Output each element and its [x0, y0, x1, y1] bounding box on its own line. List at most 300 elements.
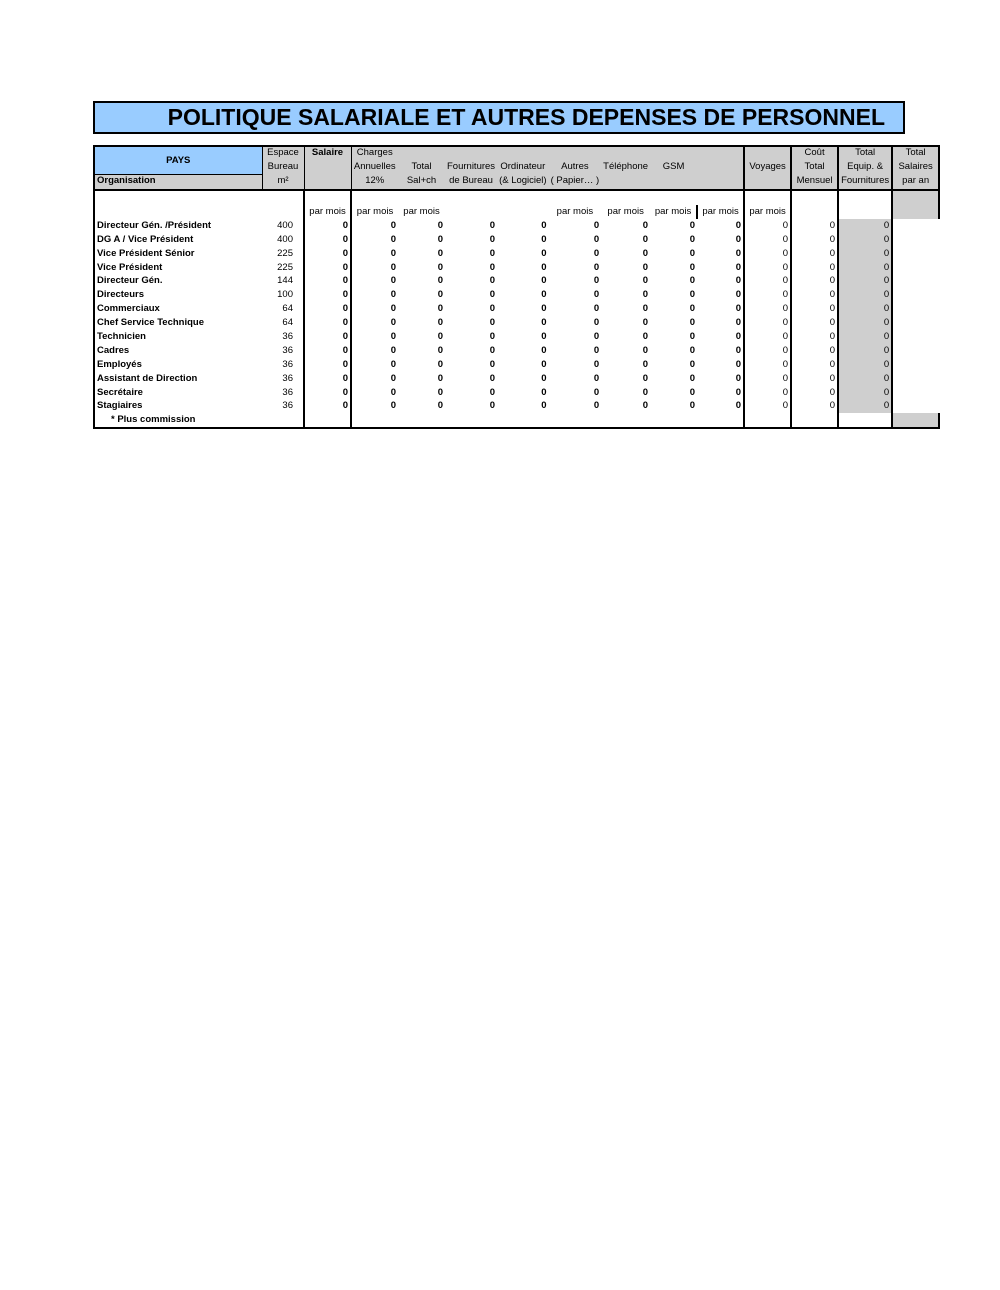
row-value: 0 — [541, 261, 547, 273]
row-value: 0 — [697, 288, 744, 302]
row-value: 0 — [838, 316, 892, 330]
header-blank — [697, 161, 744, 175]
row-value: 0 — [351, 316, 398, 330]
header-blank — [398, 146, 445, 161]
row-value: 0 — [744, 233, 791, 247]
unit-autres: par mois — [556, 206, 594, 217]
header-charges-2: Annuelles — [351, 161, 398, 175]
units-cell — [445, 205, 497, 219]
footnote-cell — [262, 413, 304, 428]
row-label: Stagiaires — [94, 400, 262, 414]
row-value: 0 — [744, 386, 791, 400]
page-title-text: POLITIQUE SALARIALE ET AUTRES DEPENSES DE PERSONNEL — [167, 104, 885, 130]
row-value: 0 — [744, 344, 791, 358]
units-cell — [838, 205, 892, 219]
spacer-cell — [549, 190, 602, 205]
header-espace-2: Bureau — [262, 161, 304, 175]
footnote-cell — [892, 413, 939, 428]
row-value: 0 — [838, 372, 892, 386]
row-label: Technicien — [94, 330, 262, 344]
header-blank — [549, 146, 602, 161]
row-espace: 144 — [277, 275, 293, 287]
row-value: 0 — [489, 261, 496, 273]
spacer-cell — [650, 190, 697, 205]
spacer-cell — [497, 190, 549, 205]
row-value: 0 — [541, 317, 547, 329]
header-blank — [697, 146, 744, 161]
row-value: 0 — [697, 302, 744, 316]
row-value: 0 — [838, 344, 892, 358]
row-value: 0 — [593, 317, 600, 329]
header-gsm: GSM — [650, 161, 697, 175]
header-total-2: Sal+ch — [398, 175, 445, 190]
header-charges-1: Charges — [351, 146, 398, 161]
header-cout-2: Total — [791, 161, 838, 175]
spacer-cell — [445, 190, 497, 205]
row-value: 0 — [437, 372, 443, 384]
row-value: 0 — [791, 330, 838, 344]
row-value: 0 — [791, 233, 838, 247]
row-value: 0 — [304, 247, 351, 261]
row-value: 0 — [791, 261, 838, 275]
row-label: Assistant de Direction — [94, 372, 262, 386]
row-value: 0 — [304, 316, 351, 330]
header-autres-1: Autres — [549, 161, 602, 175]
row-value: 0 — [304, 288, 351, 302]
row-label: Chef Service Technique — [94, 316, 262, 330]
row-value: 0 — [351, 344, 398, 358]
footnote-cell — [791, 413, 838, 428]
row-value: 0 — [437, 233, 443, 245]
row-value: 0 — [304, 219, 351, 233]
row-espace: 400 — [277, 219, 293, 231]
row-value: 0 — [541, 386, 547, 398]
row-value: 0 — [697, 386, 744, 400]
row-value: 0 — [838, 288, 892, 302]
spacer-cell — [791, 190, 838, 205]
row-value: 0 — [791, 386, 838, 400]
row-value: 0 — [697, 247, 744, 261]
row-value: 0 — [838, 233, 892, 247]
table-row — [94, 386, 939, 400]
units-cell — [892, 205, 939, 219]
row-espace: 36 — [282, 358, 293, 370]
row-value: 0 — [791, 275, 838, 289]
header-blank — [650, 146, 697, 161]
row-value: 0 — [489, 317, 496, 329]
row-value: 0 — [689, 233, 696, 245]
row-value: 0 — [642, 275, 649, 287]
footnote-cell — [601, 413, 650, 428]
spacer-cell — [744, 190, 791, 205]
row-value: 0 — [304, 344, 351, 358]
row-value: 0 — [838, 358, 892, 372]
row-value: 0 — [697, 219, 744, 233]
header-cout-1: Coût — [791, 146, 838, 161]
row-value: 0 — [744, 330, 791, 344]
units-cell — [497, 205, 549, 219]
row-value: 0 — [437, 275, 443, 287]
row-value: 0 — [838, 275, 892, 289]
row-value: 0 — [697, 275, 744, 289]
row-label: Directeurs — [94, 288, 262, 302]
footnote-cell — [497, 413, 549, 428]
row-espace: 36 — [282, 386, 293, 398]
row-value: 0 — [642, 219, 649, 231]
spacer-cell — [351, 190, 398, 205]
row-value: 0 — [489, 358, 496, 370]
row-value: 0 — [593, 233, 600, 245]
row-value: 0 — [838, 302, 892, 316]
row-value: 0 — [304, 400, 351, 414]
row-value: 0 — [744, 372, 791, 386]
spacer-cell — [262, 190, 304, 205]
spacer-cell — [601, 190, 650, 205]
row-value: 0 — [489, 275, 496, 287]
row-value: 0 — [838, 261, 892, 275]
row-value: 0 — [437, 303, 443, 315]
row-value: 0 — [489, 303, 496, 315]
row-value: 0 — [642, 233, 649, 245]
units-cell — [262, 205, 304, 219]
row-value: 0 — [593, 331, 600, 343]
header-salaires-2: Salaires — [892, 161, 939, 175]
row-value: 0 — [489, 372, 496, 384]
row-value: 0 — [437, 344, 443, 356]
row-value: 0 — [541, 372, 547, 384]
header-salaires-1: Total — [892, 146, 939, 161]
row-value: 0 — [689, 219, 696, 231]
row-value: 0 — [689, 358, 696, 370]
row-value: 0 — [304, 330, 351, 344]
row-espace: 36 — [282, 331, 293, 343]
row-value: 0 — [838, 219, 892, 233]
row-value: 0 — [489, 219, 496, 231]
row-value: 0 — [304, 386, 351, 400]
header-blank — [601, 146, 650, 161]
row-value: 0 — [642, 303, 649, 315]
row-label: Cadres — [94, 344, 262, 358]
row-espace: 64 — [282, 303, 293, 315]
header-espace-3: m² — [262, 175, 304, 190]
row-value: 0 — [304, 275, 351, 289]
unit-total: par mois — [403, 206, 440, 217]
row-value: 0 — [351, 302, 398, 316]
spacer-cell — [892, 190, 939, 205]
row-espace: 400 — [277, 233, 293, 245]
row-value: 0 — [791, 316, 838, 330]
row-label: Vice Président — [94, 261, 262, 275]
row-value: 0 — [489, 289, 496, 301]
footnote-cell — [445, 413, 497, 428]
row-value: 0 — [791, 358, 838, 372]
spacer-cell — [94, 190, 262, 205]
row-label: Employés — [94, 358, 262, 372]
footnote-cell — [838, 413, 892, 428]
footnote-cell — [697, 413, 744, 428]
row-value: 0 — [697, 316, 744, 330]
row-value: 0 — [541, 358, 547, 370]
row-value: 0 — [437, 331, 443, 343]
row-value: 0 — [541, 400, 547, 412]
row-value: 0 — [697, 344, 744, 358]
row-value: 0 — [697, 233, 744, 247]
header-salaire: Salaire — [304, 146, 351, 161]
row-value: 0 — [593, 303, 600, 315]
table-row — [94, 261, 939, 275]
row-value: 0 — [489, 400, 496, 412]
row-value: 0 — [437, 261, 443, 273]
footnote-cell — [549, 413, 602, 428]
row-label: Vice Président Sénior — [94, 247, 262, 261]
row-espace: 36 — [282, 344, 293, 356]
row-value: 0 — [744, 275, 791, 289]
footnote-cell — [650, 413, 697, 428]
header-ordinateur-2: (& Logiciel) — [497, 175, 549, 190]
spacer-cell — [838, 190, 892, 205]
row-value: 0 — [593, 219, 600, 231]
row-value: 0 — [689, 247, 696, 259]
row-value: 0 — [593, 344, 600, 356]
row-value: 0 — [541, 331, 547, 343]
row-value: 0 — [541, 289, 547, 301]
row-value: 0 — [351, 275, 398, 289]
data-rows — [94, 219, 939, 413]
row-value: 0 — [351, 219, 398, 233]
row-value: 0 — [642, 344, 649, 356]
row-value: 0 — [541, 219, 547, 231]
row-label: Directeur Gén. — [94, 275, 262, 289]
row-value: 0 — [351, 358, 398, 372]
header-fournitures-1: Fournitures — [445, 161, 497, 175]
header-ordinateur-1: Ordinateur — [497, 161, 549, 175]
row-espace: 36 — [282, 400, 293, 412]
table-row — [94, 275, 939, 289]
row-value: 0 — [791, 247, 838, 261]
row-value: 0 — [838, 247, 892, 261]
row-value: 0 — [541, 344, 547, 356]
row-value: 0 — [689, 331, 696, 343]
row-value: 0 — [304, 302, 351, 316]
header-blank — [497, 146, 549, 161]
header-fournitures-2: de Bureau — [445, 175, 497, 190]
row-value: 0 — [642, 317, 649, 329]
row-value: 0 — [791, 219, 838, 233]
header-equip-3: Fournitures — [838, 175, 892, 190]
header-blank — [601, 175, 650, 190]
header-equip-1: Total — [838, 146, 892, 161]
row-value: 0 — [541, 275, 547, 287]
unit-cout: par mois — [744, 205, 791, 219]
row-value: 0 — [351, 233, 398, 247]
row-value: 0 — [744, 302, 791, 316]
row-value: 0 — [351, 386, 398, 400]
row-value: 0 — [689, 372, 696, 384]
row-value: 0 — [791, 344, 838, 358]
row-value: 0 — [304, 261, 351, 275]
row-label: Commerciaux — [94, 302, 262, 316]
row-value: 0 — [744, 358, 791, 372]
unit-salaire: par mois — [304, 205, 351, 219]
row-label: Directeur Gén. /Président — [94, 219, 262, 233]
row-value: 0 — [689, 303, 696, 315]
row-value: 0 — [351, 288, 398, 302]
row-value: 0 — [642, 261, 649, 273]
row-label: DG A / Vice Président — [94, 233, 262, 247]
row-value: 0 — [744, 400, 791, 414]
header-row-3 — [94, 175, 939, 190]
row-value: 0 — [489, 331, 496, 343]
table-row — [94, 288, 939, 302]
row-value: 0 — [489, 247, 496, 259]
row-value: 0 — [744, 219, 791, 233]
row-value: 0 — [697, 400, 744, 414]
header-salaires-3: par an — [892, 175, 939, 190]
row-value: 0 — [541, 247, 547, 259]
header-pays: PAYS — [94, 146, 262, 175]
row-value: 0 — [744, 316, 791, 330]
row-value: 0 — [437, 219, 443, 231]
units-cell — [791, 205, 838, 219]
row-espace: 225 — [277, 261, 293, 273]
row-value: 0 — [642, 358, 649, 370]
row-value: 0 — [351, 261, 398, 275]
header-row-1 — [94, 146, 939, 161]
row-value: 0 — [697, 261, 744, 275]
header-blank — [304, 161, 351, 175]
footnote-cell — [398, 413, 445, 428]
row-value: 0 — [642, 247, 649, 259]
footnote-cell — [744, 413, 791, 428]
footnote-cell — [304, 413, 351, 428]
row-label: Secrétaire — [94, 386, 262, 400]
row-value: 0 — [689, 289, 696, 301]
header-blank — [697, 175, 744, 190]
units-cell — [94, 205, 262, 219]
header-espace-1: Espace — [262, 146, 304, 161]
table-row — [94, 219, 939, 233]
row-value: 0 — [689, 317, 696, 329]
row-value: 0 — [791, 400, 838, 414]
row-value: 0 — [593, 400, 600, 412]
row-value: 0 — [593, 386, 600, 398]
table-row — [94, 316, 939, 330]
row-value: 0 — [489, 344, 496, 356]
page-title — [93, 101, 905, 134]
header-telephone: Téléphone — [601, 161, 650, 175]
row-value: 0 — [791, 372, 838, 386]
row-value: 0 — [541, 303, 547, 315]
header-equip-2: Equip. & — [838, 161, 892, 175]
header-voyages: Voyages — [744, 161, 791, 175]
table-row — [94, 358, 939, 372]
header-organisation: Organisation — [94, 175, 262, 190]
row-value: 0 — [304, 358, 351, 372]
row-value: 0 — [437, 400, 443, 412]
row-value: 0 — [351, 372, 398, 386]
row-value: 0 — [593, 358, 600, 370]
row-value: 0 — [697, 372, 744, 386]
row-value: 0 — [791, 288, 838, 302]
row-value: 0 — [541, 233, 547, 245]
row-value: 0 — [593, 275, 600, 287]
table-row — [94, 233, 939, 247]
row-value: 0 — [351, 400, 398, 414]
row-espace: 36 — [282, 372, 293, 384]
footnote-cell — [351, 413, 398, 428]
spacer-cell — [697, 190, 744, 205]
row-value: 0 — [593, 247, 600, 259]
row-value: 0 — [642, 372, 649, 384]
row-value: 0 — [744, 247, 791, 261]
row-value: 0 — [838, 386, 892, 400]
table-row — [94, 372, 939, 386]
row-value: 0 — [689, 261, 696, 273]
row-value: 0 — [689, 275, 696, 287]
header-blank — [744, 146, 791, 161]
row-value: 0 — [642, 289, 649, 301]
table-row — [94, 344, 939, 358]
row-value: 0 — [838, 330, 892, 344]
salary-policy-table — [93, 145, 940, 429]
header-autres-2: ( Papier… ) — [549, 175, 602, 190]
spacer-cell — [304, 190, 351, 205]
row-espace: 100 — [277, 289, 293, 301]
table-row — [94, 302, 939, 316]
spacer-cell — [398, 190, 445, 205]
units-row — [94, 205, 939, 219]
header-blank — [304, 175, 351, 190]
row-value: 0 — [744, 288, 791, 302]
row-value: 0 — [697, 358, 744, 372]
table-row — [94, 400, 939, 414]
row-value: 0 — [744, 261, 791, 275]
footnote: * Plus commission — [94, 413, 262, 428]
row-value: 0 — [642, 331, 649, 343]
header-blank — [445, 146, 497, 161]
row-value: 0 — [437, 289, 443, 301]
row-value: 0 — [437, 358, 443, 370]
table-row — [94, 247, 939, 261]
footnote-row — [94, 413, 939, 428]
row-value: 0 — [351, 330, 398, 344]
row-value: 0 — [489, 386, 496, 398]
header-cout-3: Mensuel — [791, 175, 838, 190]
row-value: 0 — [304, 372, 351, 386]
row-value: 0 — [351, 247, 398, 261]
row-value: 0 — [642, 386, 649, 398]
row-value: 0 — [838, 400, 892, 414]
header-charges-3: 12% — [351, 175, 398, 190]
row-value: 0 — [697, 330, 744, 344]
row-espace: 64 — [282, 317, 293, 329]
header-blank — [650, 175, 697, 190]
row-value: 0 — [304, 233, 351, 247]
row-value: 0 — [689, 400, 696, 412]
row-value: 0 — [437, 317, 443, 329]
row-value: 0 — [489, 233, 496, 245]
unit-charges: par mois — [351, 205, 398, 219]
header-blank — [744, 175, 791, 190]
row-value: 0 — [437, 386, 443, 398]
row-value: 0 — [437, 247, 443, 259]
row-value: 0 — [593, 261, 600, 273]
header-total-1: Total — [398, 161, 445, 175]
unit-gsm: par mois — [650, 205, 697, 219]
row-value: 0 — [593, 289, 600, 301]
row-value: 0 — [593, 372, 600, 384]
spacer-row — [94, 190, 939, 205]
